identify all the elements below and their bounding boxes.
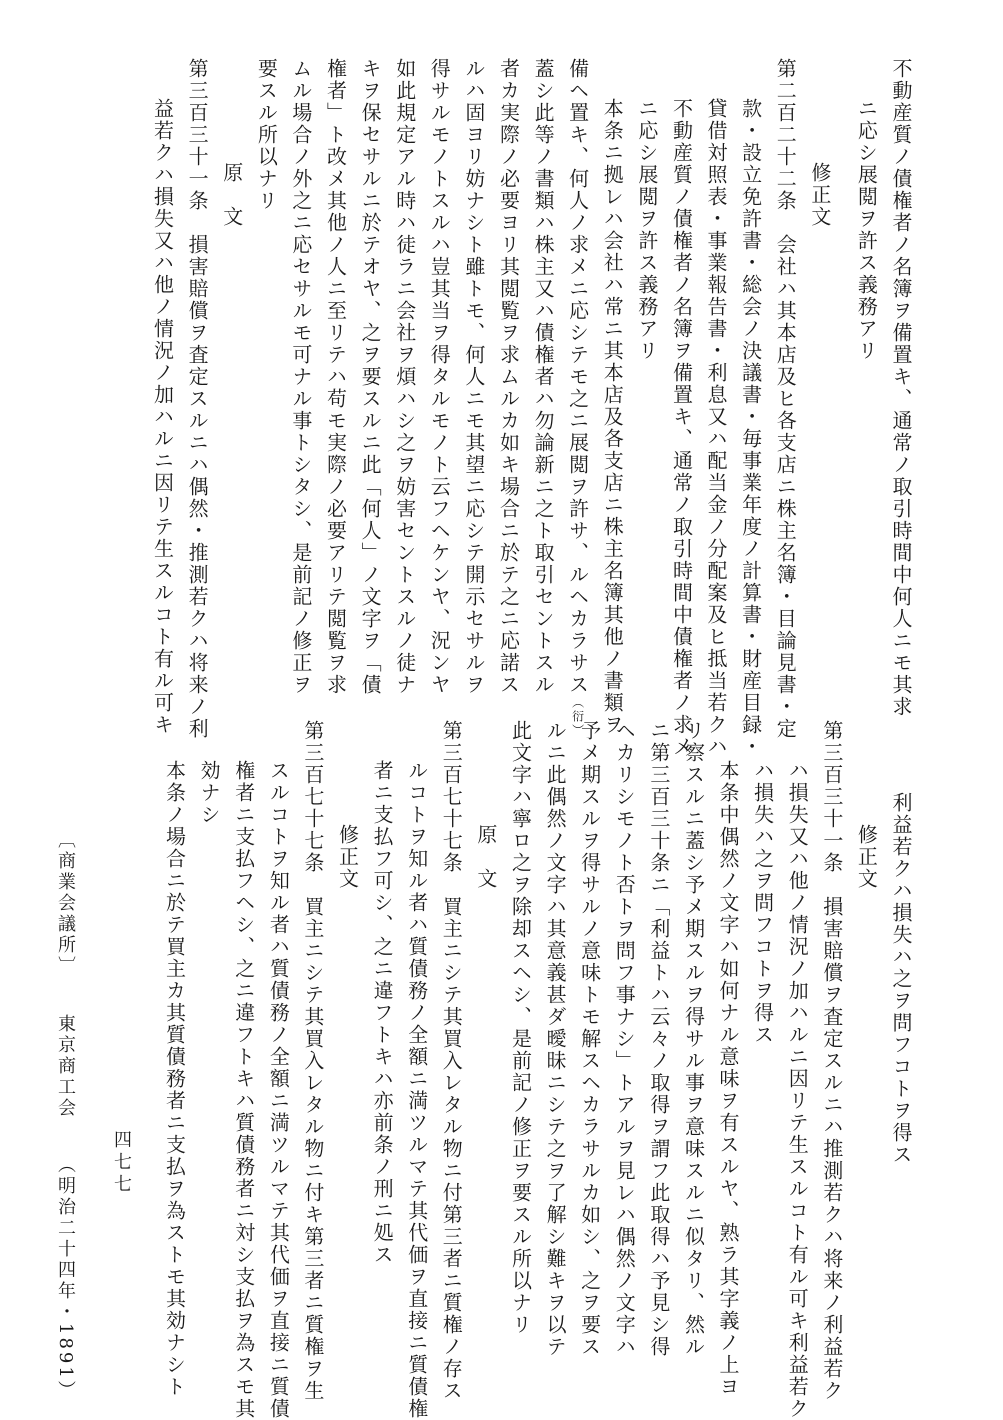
text-column	[710, 720, 745, 1398]
text-column	[180, 58, 215, 740]
page-number: 四七七	[111, 1130, 132, 1196]
text-column	[780, 720, 815, 1420]
column-text: 貸借対照表・事業報告書・利息又ハ配当金ノ分配案及ヒ抵当若クハ	[704, 98, 729, 758]
text-column	[572, 720, 607, 1358]
column-text: リ察スルニ蓋シ予メ期スルヲ得サル事ヲ意味スルニ似タリ、然ル	[681, 720, 706, 1358]
column-text: ニ応シ展閲ヲ許ス義務アリ	[634, 98, 659, 362]
column-text: 権者」ト改メ其他ノ人ニ至リテハ苟モ実際ノ必要アリテ閲覧ヲ求	[323, 58, 348, 696]
text-column	[849, 720, 884, 1310]
column-text: ニ第三百三十条ニ「利益トハ云々ノ取得ヲ謂フ此取得ハ予見シ得	[646, 720, 671, 1358]
text-column	[607, 720, 642, 1358]
column-text: 第三百七十七条 買主ニシテ其買入レタル物ニ付第三者ニ質権ノ存ス	[439, 720, 464, 1402]
text-column	[641, 720, 676, 1358]
text-column	[768, 58, 803, 740]
column-text: 第三百三十一条 損害賠償ヲ査定スルニハ偶然・推測若クハ将来ノ利	[185, 58, 210, 740]
column-text: 備ヘ置キ、何人ノ求メニ応シテモ之ニ展閲ヲ許サ、ルヘカラサス	[565, 58, 590, 696]
text-column	[365, 720, 400, 1310]
text-column	[399, 720, 434, 1420]
column-text: 原 文	[219, 162, 244, 228]
text-column	[353, 58, 388, 696]
column-text: 第三百七十七条 買主ニシテ其買入レタル物ニ付キ第三者ニ質権ヲ生	[300, 720, 325, 1402]
column-text: 得サルモノトスルハ豈其当ヲ得タルモノト云フヘケンヤ、況ンヤ	[427, 58, 452, 696]
text-column	[249, 58, 284, 658]
text-column	[676, 720, 711, 1358]
text-column	[698, 58, 733, 758]
text-column	[745, 720, 780, 1310]
text-column	[422, 58, 457, 696]
column-text: 予メ期スルヲ得サルノ意味トモ解スヘカラサルカ如シ、之ヲ要ス	[577, 720, 602, 1358]
text-column	[525, 58, 560, 696]
column-text: ニ応シ展閲ヲ許ス義務アリ	[854, 98, 879, 362]
text-column	[537, 720, 572, 1358]
text-column	[664, 58, 699, 758]
text-column	[387, 58, 422, 696]
column-text: 此文字ハ寧ロ之ヲ除却スヘシ、是前記ノ修正ヲ要スル所以ナリ	[508, 720, 533, 1336]
text-column	[214, 58, 249, 658]
text-column	[330, 720, 365, 1310]
footer-org: 東京商工会	[55, 1013, 76, 1119]
text-column	[595, 58, 630, 736]
column-text: 者カ実際ノ必要ヨリ其閲覧ヲ求ムルカ如キ場合ニ於テ之ニ応諾ス	[496, 58, 521, 696]
text-column	[491, 58, 526, 696]
text-column	[295, 720, 330, 1402]
column-text: 要スル所以ナリ	[254, 58, 279, 212]
column-text: スルコトヲ知ル者ハ質債務ノ全額ニ満ツルマテ其代価ヲ直接ニ質債	[266, 760, 291, 1420]
column-text: 不動産質ノ債権者ノ名簿ヲ備置キ、通常ノ取引時間中債権者ノ求メ	[669, 98, 694, 758]
column-text: 如此規定アル時ハ徒ラニ会社ヲ煩ハシ之ヲ妨害セントスルノ徒ナ	[392, 58, 417, 696]
text-column	[560, 58, 595, 738]
column-text: 原 文	[473, 824, 498, 890]
text-column	[814, 720, 849, 1402]
text-column	[318, 58, 353, 696]
footer-date: （明治二十四年・1891）	[55, 1155, 76, 1403]
running-footer	[52, 830, 78, 1403]
text-column	[434, 720, 469, 1402]
text-column	[456, 58, 491, 696]
column-text: ヘカリシモノト否トヲ問フ事ナシ」トアルヲ見レハ偶然ノ文字ハ	[612, 720, 637, 1358]
text-column	[733, 58, 768, 758]
column-text: 第三百三十一条 損害賠償ヲ査定スルニハ推測若クハ将来ノ利益若ク	[819, 720, 844, 1402]
text-column	[468, 720, 503, 1310]
text-column	[192, 720, 227, 1310]
text-column	[261, 720, 296, 1420]
text-column	[849, 58, 884, 658]
column-text: 修正文	[854, 824, 879, 890]
column-text: 者ニ支払フ可シ、之ニ違フトキハ亦前条ノ刑ニ処ス	[370, 760, 395, 1266]
text-column	[503, 720, 538, 1336]
upper-text-block	[88, 58, 918, 758]
column-text: 本条ニ拠レハ会社ハ常ニ其本店及各支店ニ株主名簿其他ノ書類ヲ	[600, 98, 625, 736]
column-text: 利益若クハ損失ハ之ヲ問フコトヲ得ス	[889, 792, 913, 1166]
column-text: 第二百二十二条 会社ハ其本店及ヒ各支店ニ株主名簿・目論見書・定	[773, 58, 798, 740]
column-text: 修正文	[335, 824, 360, 890]
column-text: 蓋シ此等ノ書類ハ株主又ハ債権者ハ勿論新ニ之ト取引セントスル	[531, 58, 556, 696]
column-text: ルコトヲ知ル者ハ質債務ノ全額ニ満ツルマテ其代価ヲ直接ニ質債権	[404, 760, 429, 1420]
column-text: ルニ此偶然ノ文字ハ其意義甚ダ曖昧ニシテ之ヲ了解シ難キヲ以テ	[543, 720, 568, 1358]
column-text: 益若クハ損失又ハ他ノ情況ノ加ハルニ因リテ生スルコト有ル可キ	[150, 98, 175, 736]
column-text: 修正文	[807, 162, 832, 228]
column-text: ハ損失ハ之ヲ問フコトヲ得ス	[750, 760, 775, 1046]
column-text: 権者ニ支払フヘシ、之ニ違フトキハ質債務者ニ対シ支払ヲ為スモ其	[231, 760, 256, 1420]
text-column	[629, 58, 664, 658]
column-text: 効ナシ	[197, 760, 222, 826]
column-text: 款・設立免許書・総会ノ決議書・毎事業年度ノ計算書・財産目録・	[738, 98, 763, 758]
column-text: ハ損失又ハ他ノ情況ノ加ハルニ因リテ生スルコト有ル可キ利益若ク	[785, 760, 810, 1420]
text-column	[883, 58, 918, 718]
editorial-note: （衍）	[570, 696, 585, 738]
text-column	[802, 58, 837, 658]
text-column	[157, 720, 192, 1398]
column-text: キヲ保セサルニ於テオヤ、之ヲ要スルニ此「何人」ノ文字ヲ「債	[358, 58, 383, 696]
text-column	[145, 58, 180, 736]
text-column	[226, 720, 261, 1420]
column-text: 本条中偶然ノ文字ハ如何ナル意味ヲ有スルヤ、熟ラ其字義ノ上ヨ	[716, 760, 741, 1398]
footer-publisher: 〔商業会議所〕	[55, 830, 76, 977]
lower-text-block	[88, 720, 918, 1420]
column-text: 本条ノ場合ニ於テ買主カ其質債務者ニ支払ヲ為ストモ其効ナシト	[162, 760, 187, 1398]
text-column	[883, 720, 918, 1310]
column-text: 不動産質ノ債権者ノ名簿ヲ備置キ、通常ノ取引時間中何人ニモ其求	[889, 58, 913, 718]
column-text: ムル場合ノ外之ニ応セサルモ可ナル事トシタシ、是前記ノ修正ヲ	[288, 58, 313, 696]
column-text: ルハ固ヨリ妨ナシト雖トモ、何人ニモ其望ニ応シテ開示セサルヲ	[461, 58, 486, 696]
text-column	[283, 58, 318, 696]
text-column	[837, 58, 849, 658]
